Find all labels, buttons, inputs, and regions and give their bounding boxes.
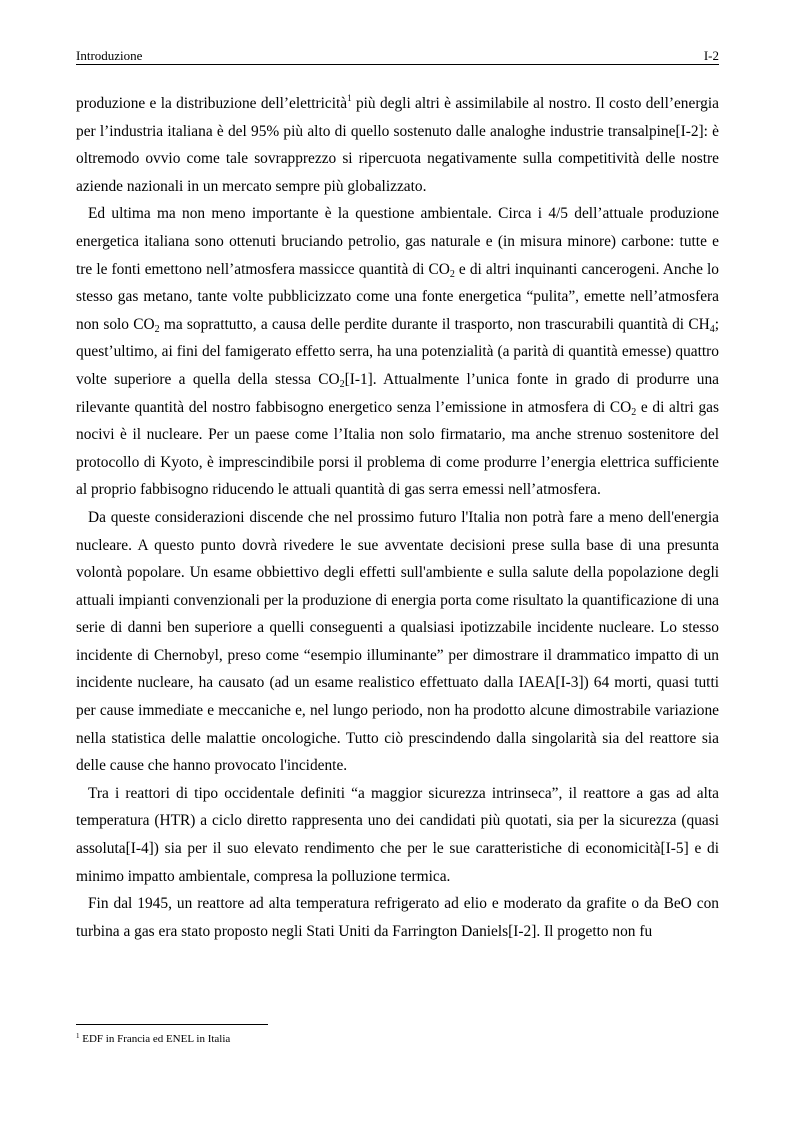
paragraph-2-part-d: ; quest’ultimo, ai fini del famigerato effetto serra, ha una potenzialità (a parità di quantità emesse) quattro volte superiore a quella della stessa CO [76,315,719,388]
paragraph-2-part-b: e di altri inquinanti cancerogeni. Anche lo stesso gas metano, tante volte pubblicizzato come una fonte energetica “pulita”, emette nell’atmosfera non solo CO [76,260,719,333]
paragraph-2-part-f: e di altri gas nocivi è il nucleare. Per un paese come l’Italia non solo firmatario, ma anche strenuo sostenitore del protocollo di Kyoto, è imprescindibile porsi il problema di come produrre l’energia elettrica sufficiente al proprio fabbisogno riducendo le attuali quantità di gas serra emessi nell’atmosfera. [76,398,719,499]
paragraph-1 [76,90,719,200]
paragraph-2-part-a: Ed ultima ma non meno importante è la questione ambientale. Circa i 4/5 dell’attuale produzione energetica italiana sono ottenuti bruciando petrolio, gas naturale e (in misura minore) carbone: tutte e tre le fonti emettono nell’atmosfera massicce quantità di CO [76,205,719,278]
subscript: 2 [154,323,160,335]
paragraph-2-part-e: [I-1]. Attualmente l’unica fonte in grado di produrre una rilevante quantità del nostro fabbisogno energetico senza l’emissione in atmosfera di CO [76,370,719,416]
subscript: 2 [339,378,345,390]
subscript: 4 [709,323,715,335]
paragraph-1-part-a: produzione e la distribuzione dell’elettricità [76,95,348,112]
footnote-reference: 1 [347,93,352,103]
paragraph-3: Da queste considerazioni discende che nel prossimo futuro l'Italia non potrà fare a meno dell'energia nucleare. A questo punto dovrà rivedere le sue avventate decisioni prese sulla base di una presunta volontà popolare. Un esame obbiettivo degli effetti sull'ambiente e sulla salute della popolazione degli attuali impianti convenzionali per la produzione di energia porta come risultato la quantificazione di una serie di danni ben superiore a quelli conseguenti a qualsiasi ipotizzabile incidente nucleare. Lo stesso incidente di Chernobyl, preso come “esempio illuminante” per dimostrare il drammatico impatto di un incidente nucleare, ha causato (ad un esame realistico effettuato dalla IAEA[I-3]) 64 morti, quasi tutti per cause immediate e meccaniche e, nel lungo periodo, non ha prodotto alcune dimostrabile variazione nella statistica delle malattie oncologiche. Tutto ciò prescindendo dalla singolarità sia del reattore sia delle cause che hanno provocato l'incidente. [76,508,719,775]
header-page-number: I-2 [703,48,719,63]
footnote-text: EDF in Francia ed ENEL in Italia [79,1033,231,1045]
footnote-number: 1 [76,1032,80,1040]
subscript: 2 [631,406,637,418]
footnote [76,1032,230,1046]
subscript: 2 [449,268,455,280]
paragraph-1-part-b: più degli altri è assimilabile al nostro. Il costo dell’energia per l’industria italiana è del 95% più alto di quello sostenuto dalle analoghe industrie transalpine[I-2]: è oltremodo ovvio come tale sovrapprezzo si ripercuota negativamente sulla competitività delle nostre aziende nazionali in un mercato sempre più globalizzato. [76,95,719,195]
paragraph-4: Tra i reattori di tipo occidentale definiti “a maggior sicurezza intrinseca”, il reattore a gas ad alta temperatura (HTR) a ciclo diretto rappresenta uno dei candidati più quotati, sia per la sicurezza (quasi assoluta[I-4]) sia per il suo elevato rendimento che per le sue caratteristiche di economicità[I-5] e di minimo impatto ambientale, compresa la polluzione termica. [76,784,719,885]
footnote-separator [76,1024,268,1025]
body-text [76,90,719,945]
running-header [76,48,719,65]
paragraph-2 [76,200,719,504]
paragraph-5: Fin dal 1945, un reattore ad alta temperatura refrigerato ad elio e moderato da grafite o da BeO con turbina a gas era stato proposto negli Stati Uniti da Farrington Daniels[I-2]. Il progetto non fu [76,895,719,940]
paragraph-2-part-c: ma soprattutto, a causa delle perdite durante il trasporto, non trascurabili quantità di CH [159,315,710,333]
header-section-title: Introduzione [76,48,143,63]
